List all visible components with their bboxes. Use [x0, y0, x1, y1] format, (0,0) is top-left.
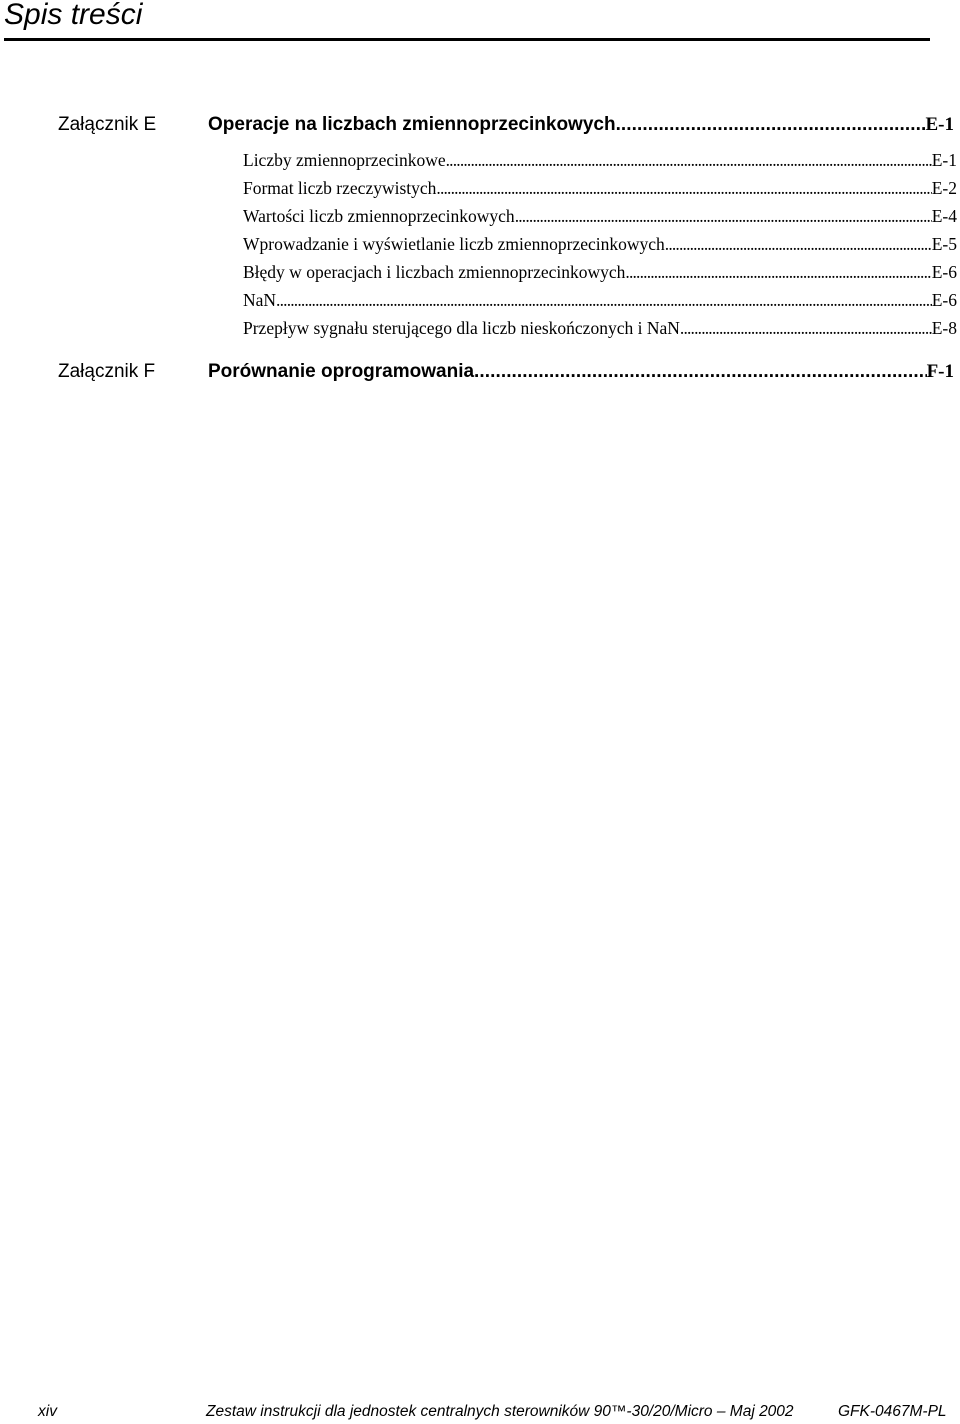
toc-entry[interactable] — [243, 149, 957, 171]
page-footer — [0, 1402, 960, 1424]
footer-page-number: xiv — [38, 1403, 57, 1420]
appendix-label: Załącznik F — [58, 361, 156, 382]
toc-entry-title: Przepływ sygnału sterującego dla liczb nieskończonych i NaN — [243, 318, 680, 338]
toc-entry-page: E-1 — [931, 150, 957, 170]
toc-entry-title: NaN — [243, 290, 277, 310]
toc-entry[interactable] — [243, 317, 957, 339]
toc-entry-title: Liczby zmiennoprzecinkowe — [243, 150, 446, 170]
appendix-label: Załącznik E — [58, 114, 157, 135]
page-header — [4, 0, 930, 41]
toc-entry[interactable] — [243, 261, 957, 283]
dot-leader — [446, 149, 932, 171]
toc-entry-main-f[interactable] — [208, 360, 954, 384]
toc-entry-page: E-4 — [931, 206, 957, 226]
toc-entry-title: Błędy w operacjach i liczbach zmiennoprzecinkowych — [243, 262, 626, 282]
toc-entry-page: E-6 — [931, 290, 957, 310]
dot-leader — [276, 289, 932, 311]
dot-leader — [665, 233, 932, 255]
footer-document-code: GFK-0467M-PL — [838, 1403, 947, 1420]
dot-leader — [625, 261, 931, 283]
dot-leader — [474, 360, 927, 384]
toc-entry-page: F-1 — [926, 361, 954, 382]
toc-entry-title: Format liczb rzeczywistych — [243, 178, 437, 198]
page-title: Spis treści — [4, 0, 143, 31]
dot-leader — [515, 205, 932, 227]
toc-entry-title: Wprowadzanie i wyświetlanie liczb zmiennoprzecinkowych — [243, 234, 665, 254]
toc-entry-title: Porównanie oprogramowania — [208, 361, 475, 382]
toc-entry-title: Operacje na liczbach zmiennoprzecinkowych — [208, 114, 616, 135]
toc-entry[interactable] — [243, 177, 957, 199]
toc-entry-page: E-2 — [931, 178, 957, 198]
dot-leader — [680, 317, 932, 339]
toc-entry-title: Wartości liczb zmiennoprzecinkowych — [243, 206, 515, 226]
toc-entry-page: E-8 — [931, 318, 957, 338]
dot-leader — [616, 113, 926, 137]
toc-entry-page: E-6 — [931, 262, 957, 282]
toc-entry[interactable] — [243, 289, 957, 311]
toc-entry-main-e[interactable] — [208, 113, 954, 137]
toc-entry-page: E-5 — [931, 234, 957, 254]
toc-entry[interactable] — [243, 233, 957, 255]
footer-document-title: Zestaw instrukcji dla jednostek centralnych sterowników 90™-30/20/Micro – Maj 2002 — [206, 1403, 794, 1420]
toc-entry-page: E-1 — [925, 114, 954, 135]
toc-entry[interactable] — [243, 205, 957, 227]
dot-leader — [436, 177, 931, 199]
